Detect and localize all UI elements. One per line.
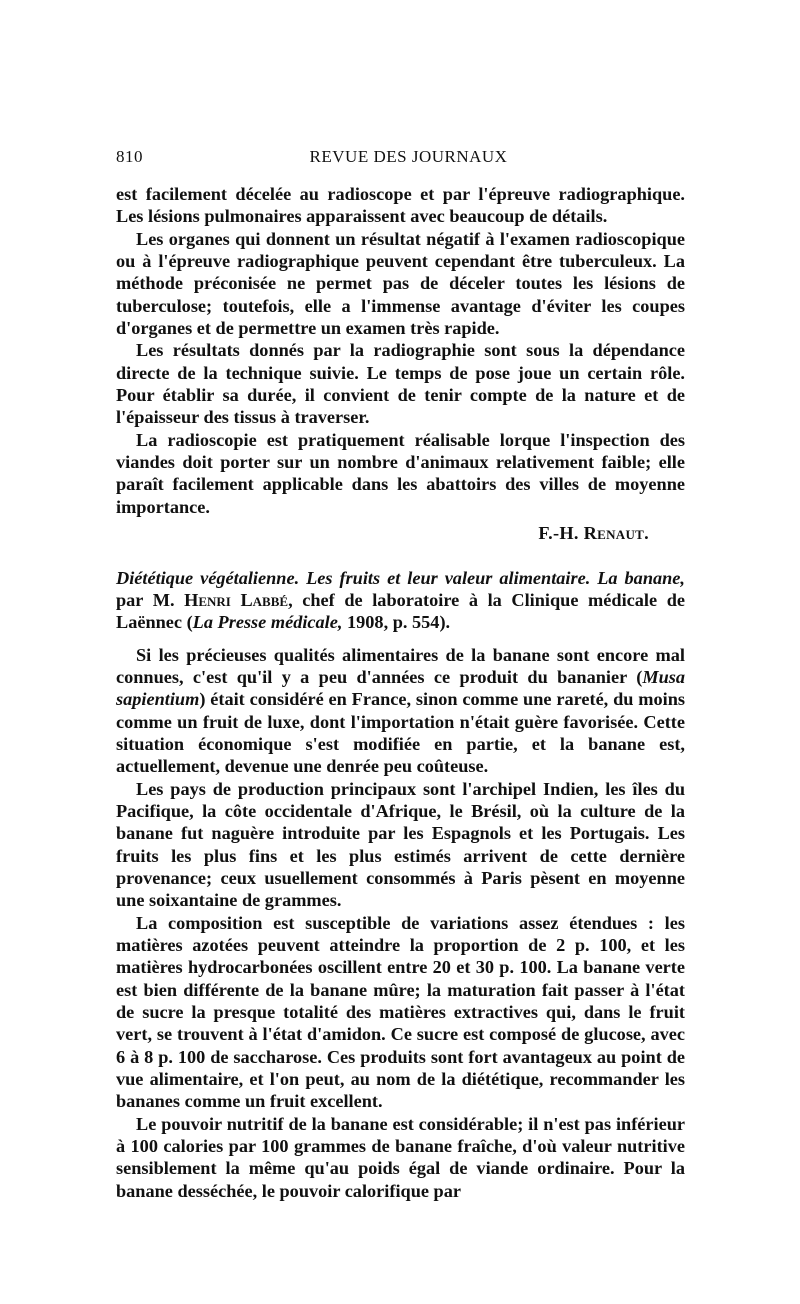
paragraph: La radioscopie est pratiquement réalisable lorque l'inspection des viandes doit porter sur un nombre d'animaux relativement faible; elle paraît facilement applicable dans les abattoirs des villes de moyenne importance. [116, 429, 685, 517]
previous-review-text [116, 183, 685, 545]
paragraph: Le pouvoir nutritif de la banane est considérable; il n'est pas inférieur à 100 calories par 100 grammes de banane fraîche, d'où valeur nutritive sensiblement la même qu'au poids égal de viande ordinaire. Pour la banane desséchée, le pouvoir calorifique par [116, 1113, 685, 1201]
reviewer-signature [116, 522, 685, 544]
article-heading [116, 567, 685, 634]
page-number: 810 [116, 147, 143, 166]
article-body [116, 644, 685, 1203]
by-text: par M. [116, 589, 185, 610]
paragraph: Les organes qui donnent un résultat négatif à l'examen radioscopique ou à l'épreuve radiographique peuvent cependant être tuberculeux. La méthode préconisée ne permet pas de déceler toutes les lésions de tuberculose; toutefois, elle a l'immense avantage d'éviter les coupes d'organes et de permettre un examen très rapide. [116, 228, 685, 339]
author-name: Henri Labbé, [184, 589, 293, 610]
paragraph: La composition est susceptible de variations assez étendues : les matières azotées peuvent atteindre la proportion de 2 p. 100, et les matières hydrocarbonées oscillent entre 20 et 30 p. 100. La banane verte est bien différente de la banane mûre; la maturation fait passer à l'état de sucre la presque totalité des matières extractives qui, dans le fruit vert, se trouvent à l'état d'amidon. Ce sucre est composé de glucose, avec 6 à 8 p. 100 de saccharose. Ces produits sont fort avantageux au point de vue alimentaire, et l'on peut, au nom de la diététique, recommander les bananes comme un fruit excellent. [116, 912, 685, 1112]
paragraph: Les résultats donnés par la radiographie sont sous la dépendance directe de la technique suivie. Le temps de pose joue un certain rôle. Pour établir sa durée, il convient de tenir compte de la nature et de l'épaisseur des tissus à traverser. [116, 340, 685, 428]
signature-text: F.-H. Renaut. [538, 523, 649, 544]
article-title: Diététique végétalienne. Les fruits et leur valeur alimentaire. La banane, [116, 567, 685, 588]
citation-text: 1908, p. 554). [342, 612, 451, 633]
running-head [116, 147, 685, 171]
paragraph-text: ) était considéré en France, sinon comme une rareté, du moins comme un fruit de luxe, dont l'importation n'était guère favorisée. Cette situation économique s'est modifiée en partie, et la banane est, actuellement, devenue une denrée peu coûteuse. [116, 689, 685, 777]
paragraph [116, 644, 685, 778]
journal-title: REVUE DES JOURNAUX [309, 147, 508, 166]
species-name: Musa sapientium [116, 666, 685, 710]
paragraph-text: Si les précieuses qualités alimentaires de la banane sont encore mal connues, c'est qu'il y a peu d'années ce produit du bananier ( [116, 644, 685, 687]
source-journal: La Presse médicale, [192, 612, 343, 633]
journal-page [116, 147, 685, 1202]
paragraph: est facilement décelée au radioscope et par l'épreuve radiographique. Les lésions pulmonaires apparaissent avec beaucoup de détails. [116, 184, 685, 227]
affiliation-text: chef de laboratoire à la Clinique médicale de Laënnec ( [116, 589, 685, 633]
paragraph: Les pays de production principaux sont l'archipel Indien, les îles du Pacifique, la côte occidentale d'Afrique, le Brésil, où la culture de la banane fut naguère introduite par les Espagnols et les Portugais. Les fruits les plus fins et les plus estimés arrivent de cette dernière provenance; ceux usuellement consommés à Paris pèsent en moyenne une soixantaine de grammes. [116, 778, 685, 911]
